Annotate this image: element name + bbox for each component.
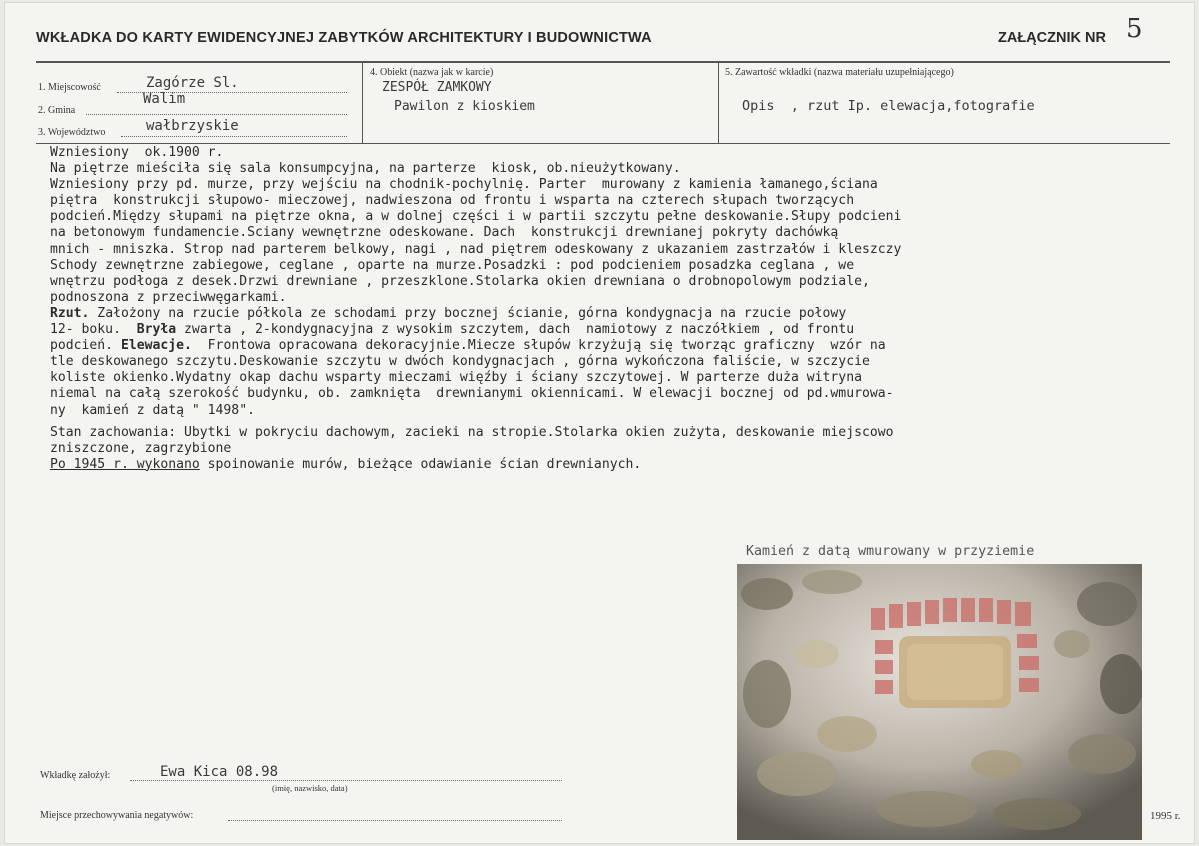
desc-line: tle deskowanego szczytu.Deskowanie szczytu w dwóch kondygnacjach , górna wykończona faliście, w szczycie	[50, 354, 870, 370]
bryla-text: zwarta , 2-kondygnacyjna z wysokim szczytem, dach namiotowy z naczółkiem , od frontu	[176, 322, 855, 338]
commune-label: 2. Gmina	[38, 105, 76, 116]
locality-label: 1. Miejscowość	[38, 82, 101, 93]
negatives-dots	[228, 820, 562, 821]
stone-wall-image	[737, 564, 1142, 840]
desc-line: koliste okienko.Wydatny okap dachu wsparty mieczami więźby i ściany szczytowej. W parterze duża witryna	[50, 370, 862, 386]
prepared-by-value: Ewa Kica 08.98	[160, 764, 279, 780]
stone-wall-photo	[737, 564, 1142, 840]
photo-year: 1995 r.	[1150, 810, 1181, 822]
desc-line: wnętrzu podłoga z desek.Drzwi drewniane , przeszklone.Stolarka okien drewniana o drobnopolowym podziale,	[50, 273, 870, 289]
rzut-text: Założony na rzucie półkola ze schodami przy bocznej ścianie, górna kondygnacja na rzucie połowy	[89, 305, 847, 321]
condition-line: Stan zachowania: Ubytki w pokryciu dachowym, zacieki na stropie.Stolarka okien zużyta, deskowanie miejscowo	[50, 424, 894, 440]
commune-dots	[86, 114, 347, 115]
prepared-by-hint: (imię, nazwisko, data)	[272, 783, 348, 793]
contents-label: 5. Zawartość wkładki (nazwa materiału uzupełniającego)	[725, 67, 954, 78]
description-text	[50, 145, 1180, 473]
after-1945-line	[50, 457, 1180, 473]
after-1945-text: spoinowanie murów, bieżące odawianie ścian drewnianych.	[199, 456, 642, 472]
desc-line: Wzniesiony przy pd. murze, przy wejściu na chodnik-pochylnię. Parter murowany z kamienia łamanego,ściana	[50, 177, 878, 193]
desc-line: Wzniesiony ok.1900 r.	[50, 145, 224, 160]
object-value-2: Pawilon z kioskiem	[394, 99, 535, 114]
elewacje-prefix: podcień.	[50, 338, 121, 354]
locality-value: Zagórze Sl.	[146, 75, 239, 91]
commune-value: Walim	[143, 91, 186, 107]
voivodeship-value: wałbrzyskie	[146, 118, 239, 134]
annex-label: ZAŁĄCZNIK NR	[998, 30, 1106, 46]
desc-line: ny kamień z datą " 1498".	[50, 402, 255, 418]
bryla-prefix: 12- boku.	[50, 322, 137, 338]
annex-number: 5	[1126, 14, 1143, 44]
desc-line: podcień.Między słupami na piętrze okna, a w dolnej części i w partii szczytu pełne deskowanie.Słupy podcieni	[50, 209, 902, 225]
elewacje-line	[50, 338, 1180, 354]
object-value-1: ZESPÓŁ ZAMKOWY	[382, 80, 492, 95]
contents-value: Opis , rzut Ip. elewacja,fotografie	[742, 98, 1035, 114]
negatives-label: Miejsce przechowywania negatywów:	[40, 810, 194, 821]
header-divider-2	[718, 62, 719, 143]
prepared-by-dots	[130, 780, 562, 781]
bryla-line	[50, 322, 1180, 338]
condition-line: zniszczone, zagrzybione	[50, 440, 232, 456]
object-label: 4. Obiekt (nazwa jak w karcie)	[370, 67, 494, 78]
prepared-by-label: Wkładkę założył:	[40, 770, 111, 781]
voivodeship-dots	[121, 136, 347, 137]
voivodeship-label: 3. Województwo	[38, 127, 106, 138]
header-top-rule	[36, 61, 1170, 63]
form-title: WKŁADKA DO KARTY EWIDENCYJNEJ ZABYTKÓW ARCHITEKTURY I BUDOWNICTWA	[36, 30, 652, 46]
desc-line: na betonowym fundamencie.Sciany wewnętrzne odeskowane. Dach konstrukcji drewnianej pokryty dachówką	[50, 225, 839, 241]
desc-line: niemal na całą szerokość budynku, ob. zamknięta drewnianymi okiennicami. W elewacji bocznej od pd.wmurowa-	[50, 386, 894, 402]
bryla-heading: Bryła	[136, 322, 177, 338]
desc-line: Schody zewnętrzne zabiegowe, ceglane , oparte na murze.Posadzki : pod podcieniem posadzka ceglana , we	[50, 257, 855, 273]
photo-caption: Kamień z datą wmurowany w przyziemie	[746, 544, 1035, 559]
desc-line: podnoszona z przeciwwęgarkami.	[50, 289, 287, 305]
after-1945-heading: Po 1945 r. wykonano	[50, 456, 200, 472]
header-divider-1	[362, 62, 363, 143]
elewacje-heading: Elewacje.	[120, 338, 192, 354]
desc-line: piętra konstrukcji słupowo- mieczowej, nadwieszona od frontu i wsparta na czterech słupach tworzących	[50, 193, 855, 209]
desc-line: Na piętrze mieściła się sala konsumpcyjna, na parterze kiosk, ob.nieużytkowany.	[50, 161, 681, 177]
header-bottom-rule	[36, 143, 1170, 144]
desc-line: mnich - mniszka. Strop nad parterem belkowy, nagi , nad piętrem odeskowany z ukazaniem zastrzałów i kleszczy	[50, 241, 902, 257]
rzut-line	[50, 306, 1180, 322]
rzut-heading: Rzut.	[50, 305, 90, 321]
elewacje-text: Frontowa opracowana dekoracyjnie.Miecze słupów krzyżują się tworząc graficzny wzór na	[191, 338, 886, 354]
